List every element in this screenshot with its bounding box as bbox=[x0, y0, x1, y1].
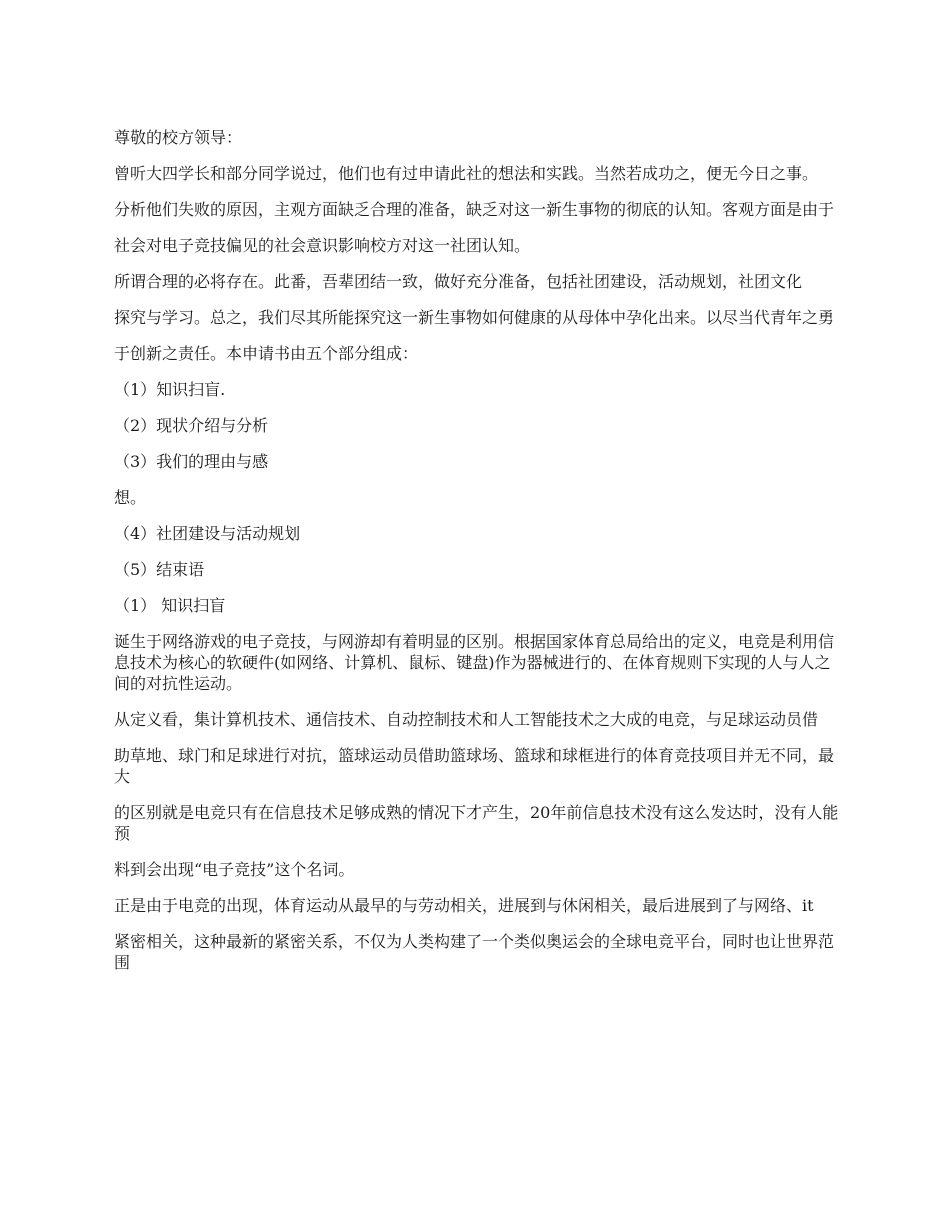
paragraph: 的区别就是电竞只有在信息技术足够成熟的情况下才产生，20年前信息技术没有这么发达时，没有人能预 bbox=[114, 803, 839, 843]
list-item: （2）现状介绍与分析 bbox=[114, 416, 269, 435]
paragraph: 紧密相关，这种最新的紧密关系，不仅为人类构建了一个类似奥运会的全球电竞平台，同时也让世界范围 bbox=[114, 932, 835, 972]
paragraph: 社会对电子竞技偏见的社会意识影响校方对这一社团认知。 bbox=[114, 236, 531, 255]
paragraph: 诞生于网络游戏的电子竞技，与网游却有着明显的区别。根据国家体育总局给出的定义，电竞是利用信息技术为核心的软硬件(如网络、计算机、鼠标、键盘)作为器械进行的、在体育规则下实现的人与人之间的对抗性运动。 bbox=[114, 632, 835, 693]
list-item: （5）结束语 bbox=[114, 560, 205, 579]
section-heading: （1） 知识扫盲 bbox=[114, 596, 226, 615]
list-item: （4）社团建设与活动规划 bbox=[114, 524, 301, 543]
list-item-continuation: 想。 bbox=[114, 488, 147, 507]
list-item: （3）我们的理由与感 bbox=[114, 452, 269, 471]
paragraph: 从定义看，集计算机技术、通信技术、自动控制技术和人工智能技术之大成的电竞，与足球运动员借 bbox=[114, 710, 819, 729]
paragraph: 所谓合理的必将存在。此番，吾辈团结一致，做好充分准备，包括社团建设，活动规划，社团文化 bbox=[114, 272, 803, 291]
paragraph: 助草地、球门和足球进行对抗，篮球运动员借助篮球场、篮球和球框进行的体育竞技项目并无不同，最大 bbox=[114, 746, 835, 786]
paragraph: 于创新之责任。本申请书由五个部分组成： bbox=[114, 344, 419, 363]
paragraph: 曾听大四学长和部分同学说过，他们也有过申请此社的想法和实践。当然若成功之，便无今日之事。 bbox=[114, 164, 819, 183]
document-body bbox=[114, 127, 842, 988]
list-item: （1）知识扫盲. bbox=[114, 380, 226, 399]
paragraph: 分析他们失败的原因，主观方面缺乏合理的准备，缺乏对这一新生事物的彻底的认知。客观方面是由于 bbox=[114, 200, 835, 219]
paragraph: 正是由于电竞的出现，体育运动从最早的与劳动相关，进展到与休闲相关，最后进展到了与网络、it bbox=[114, 896, 814, 915]
paragraph: 料到会出现“电子竞技”这个名词。 bbox=[114, 860, 355, 879]
paragraph: 探究与学习。总之，我们尽其所能探究这一新生事物如何健康的从母体中孕化出来。以尽当代青年之勇 bbox=[114, 308, 835, 327]
salutation: 尊敬的校方领导： bbox=[114, 128, 243, 147]
